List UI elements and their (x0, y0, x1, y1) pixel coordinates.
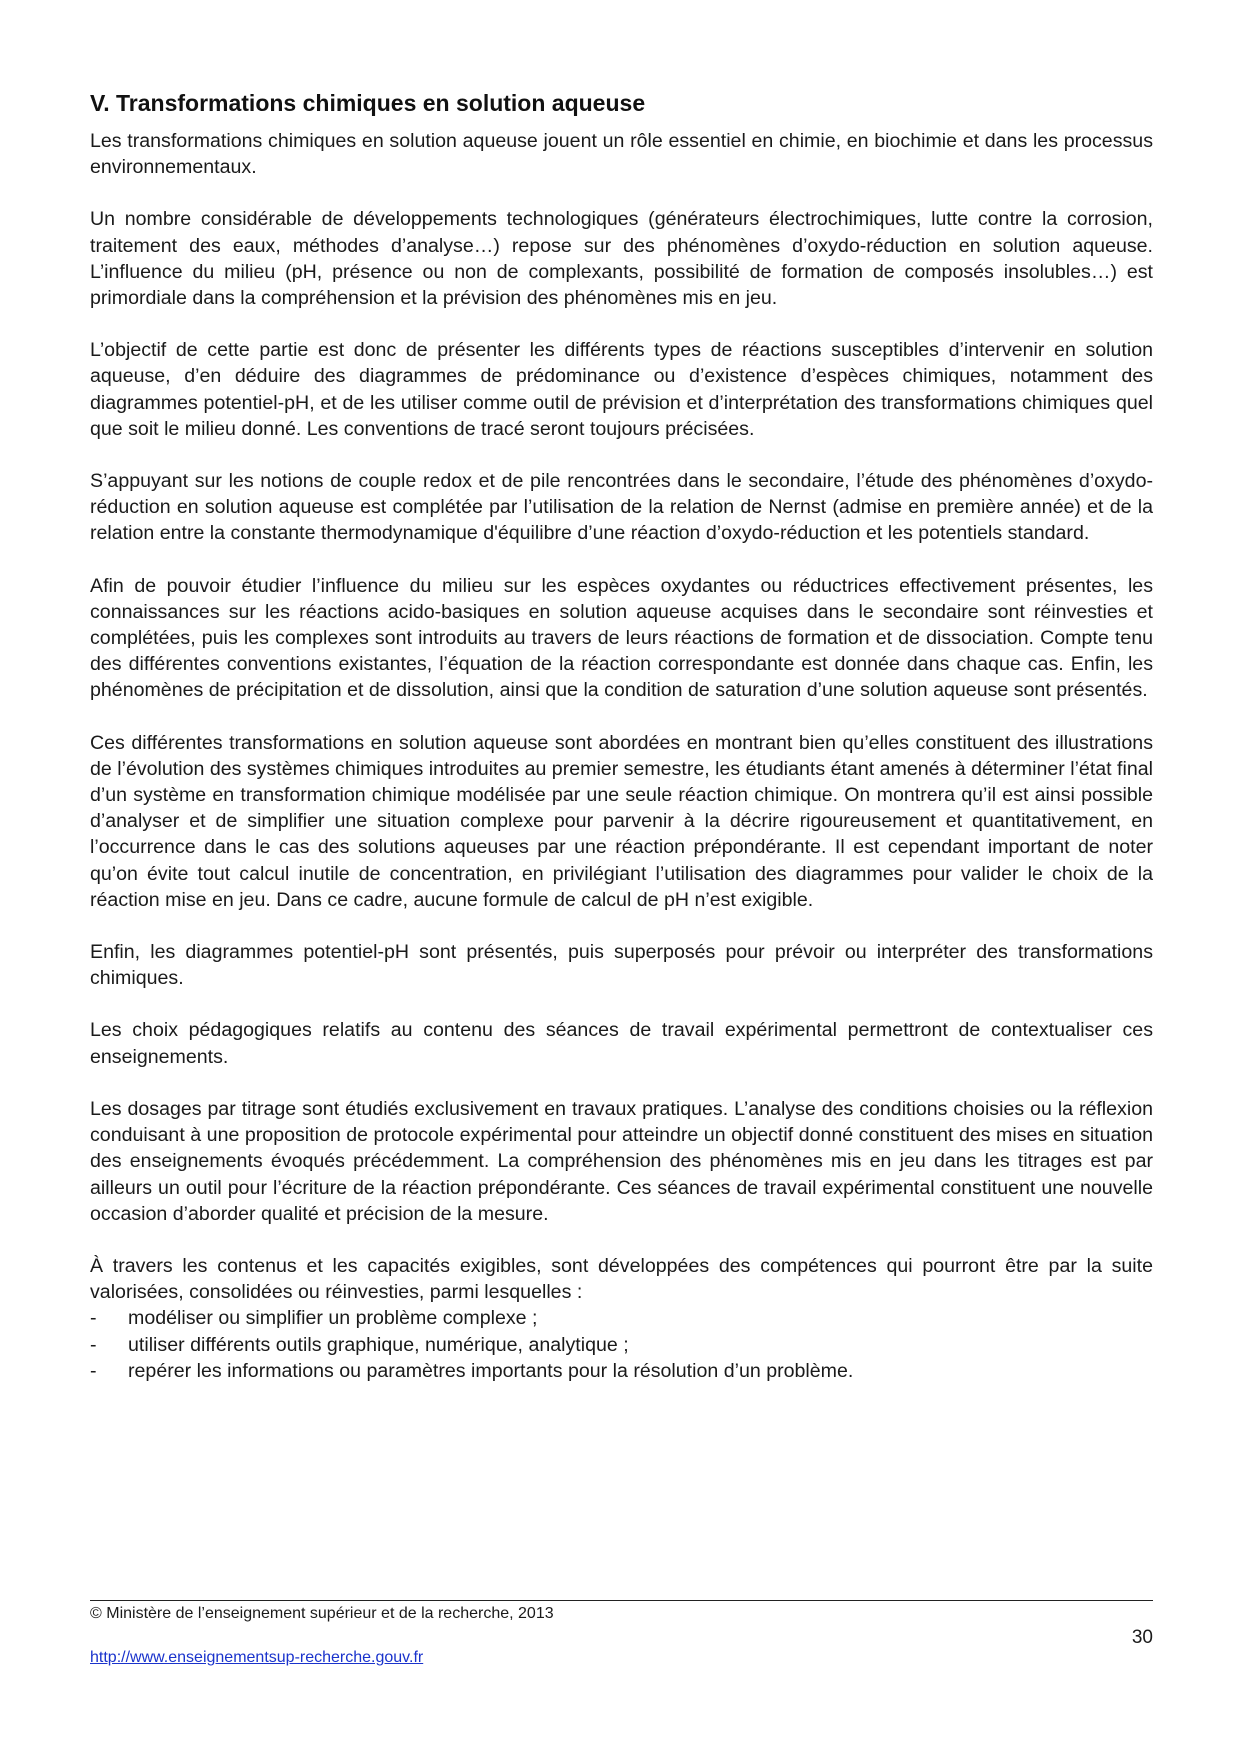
section-title: V. Transformations chimiques en solution aqueuse (90, 90, 646, 116)
list-bullet: - (90, 1359, 97, 1382)
paragraph-transformations: Ces différentes transformations en solution aqueuse sont abordées en montrant bien qu’elles constituent des illustrations de l’évolution des systèmes chimiques introduites au premier semestre, les étudiants étant amenés à déterminer l’état final d’un système en transformation chimique modélisée par une seule réaction chimique. On montrera qu’il est ainsi possible d’analyser et de simplifier une situation complexe pour parvenir à la décrire rigoureusement et quantitativement, en l’occurrence dans le cas des solutions aqueuses par une réaction prépondérante. Il est cependant important de noter qu’on évite tout calcul inutile de concentration, en privilégiant l’utilisation des diagrammes pour valider le choix de la réaction mise en jeu. Dans ce cadre, aucune formule de calcul de pH n’est exigible. (90, 731, 1153, 911)
paragraph-intro: Les transformations chimiques en solution aqueuse jouent un rôle essentiel en chimie, en biochimie et dans les processus environnementaux. (90, 130, 1153, 179)
paragraph-redox: S’appuyant sur les notions de couple redox et de pile rencontrées dans le secondaire, l’étude des phénomènes d’oxydo-réduction en solution aqueuse est complétée par l’utilisation de la relation de Nernst (admise en première année) et de la relation entre la constante thermodynamique d'équilibre d’une réaction d’oxydo-réduction et les potentiels standard. (90, 470, 1153, 545)
footer-divider (90, 1600, 1153, 1601)
paragraph-titration: Les dosages par titrage sont étudiés exclusivement en travaux pratiques. L’analyse des conditions choisies ou la réflexion conduisant à une proposition de protocole expérimental pour atteindre un objectif donné constituent des mises en situation des enseignements évoqués précédemment. La compréhension des phénomènes mis en jeu dans les titrages est par ailleurs un outil pour l’écriture de la réaction prépondérante. Ces séances de travail expérimental constituent une nouvelle occasion d’aborder qualité et précision de la mesure. (90, 1097, 1153, 1225)
list-bullet: - (90, 1333, 97, 1356)
page-number: 30 (1131, 1627, 1153, 1648)
list-item (90, 1332, 1153, 1358)
list-bullet: - (90, 1307, 97, 1330)
paragraph-skills-intro: À travers les contenus et les capacités exigibles, sont développées des compétences qui pourront être par la suite valorisées, consolidées ou réinvesties, parmi lesquelles : (90, 1254, 1153, 1304)
list-item (90, 1305, 1153, 1331)
skills-list (90, 1305, 1153, 1384)
footer-copyright: © Ministère de l’enseignement supérieur et de la recherche, 2013 (90, 1605, 554, 1622)
list-item-text: modéliser ou simplifier un problème complexe ; (128, 1307, 538, 1330)
list-item-text: utiliser différents outils graphique, numérique, analytique ; (128, 1333, 629, 1356)
paragraph-technologies: Un nombre considérable de développements technologiques (générateurs électrochimiques, lutte contre la corrosion, traitement des eaux, méthodes d’analyse…) repose sur des phénomènes d’oxydo-réduction en solution aqueuse. L’influence du milieu (pH, présence ou non de complexants, possibilité de formation de composés insolubles…) est primordiale dans la compréhension et la prévision des phénomènes mis en jeu. (90, 208, 1153, 310)
paragraph-potential-ph: Enfin, les diagrammes potentiel-pH sont présentés, puis superposés pour prévoir ou interpréter des transformations chimiques. (90, 941, 1153, 990)
list-item-text: repérer les informations ou paramètres importants pour la résolution d’un problème. (128, 1359, 854, 1382)
paragraph-acid-base: Afin de pouvoir étudier l’influence du milieu sur les espèces oxydantes ou réductrices effectivement présentes, les connaissances sur les réactions acido-basiques en solution aqueuse acquises dans le secondaire sont réinvesties et complétées, puis les complexes sont introduits au travers de leurs réactions de formation et de dissociation. Compte tenu des différentes conventions existantes, l’équation de la réaction correspondante est donnée dans chaque cas. Enfin, les phénomènes de précipitation et de dissolution, ainsi que la condition de saturation d’une solution aqueuse sont présentés. (90, 574, 1153, 702)
document-page (90, 88, 1153, 1384)
paragraph-pedagogy: Les choix pédagogiques relatifs au contenu des séances de travail expérimental permettront de contextualiser ces enseignements. (90, 1019, 1153, 1068)
footer-website-link[interactable]: http://www.enseignementsup-recherche.gouv.fr (90, 1649, 424, 1666)
paragraph-objective: L’objectif de cette partie est donc de présenter les différents types de réactions susceptibles d’intervenir en solution aqueuse, d’en déduire des diagrammes de prédominance ou d’existence d’espèces chimiques, notamment des diagrammes potentiel-pH, et de les utiliser comme outil de prévision et d’interprétation des transformations chimiques quel que soit le milieu donné. Les conventions de tracé seront toujours précisées. (90, 339, 1153, 440)
list-item (90, 1358, 1153, 1384)
